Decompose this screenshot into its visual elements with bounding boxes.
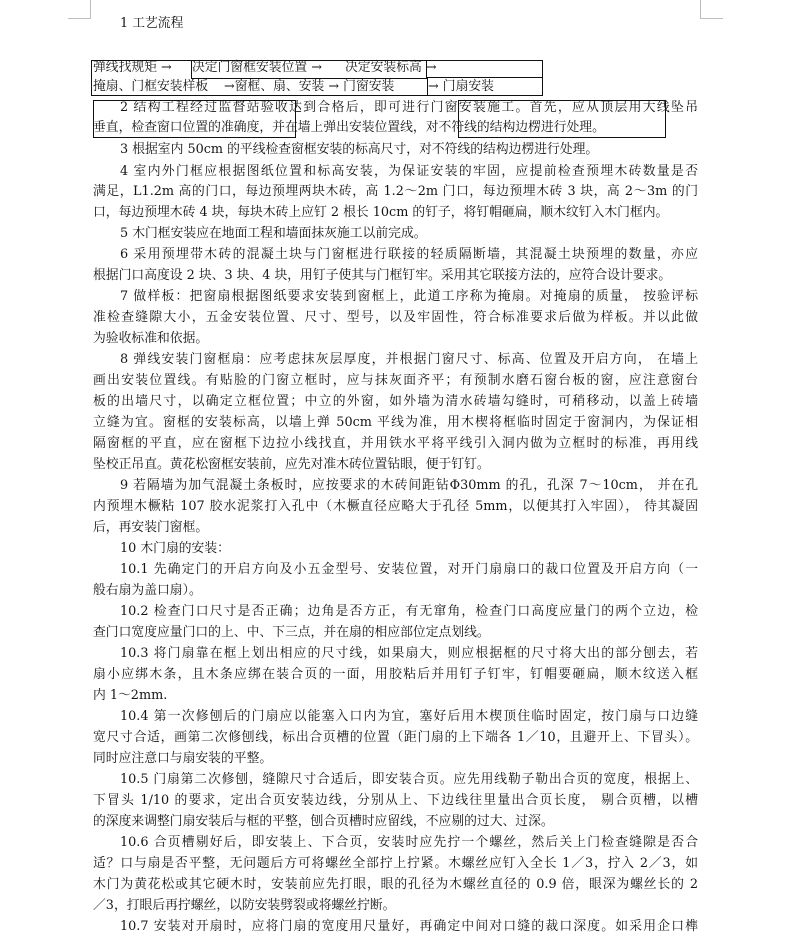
flowchart-step: →窗框、扇、安装 → 门窗安装 [224,79,395,94]
text-line: 7 做样板：把窗扇根据图纸要求安装到窗框上，此道工序称为掩扇。对掩扇的质量， 按验评标 [120,289,698,304]
flowchart-step: 弹线找规矩 → [93,60,172,75]
text-line: 10.6 合页槽剔好后，即安装上、下合页，安装时应先拧一个螺丝，然后关上门检查缝隙是否合 [120,835,698,850]
text-line: 10 木门扇的安装： [120,541,230,556]
text-line: 6 采用预埋带木砖的混凝土块与门窗框进行联接的轻质隔断墙，其混凝土块预埋的数量，亦应 [120,247,698,262]
text-line: 板的出墙尺寸，以确定立框位置；中立的外窗，如外墙为清水砖墙勾缝时，可稍移动，以盖上砖墙 [93,394,698,409]
section-title: 1 工艺流程 [120,16,184,31]
text-line: 3 根据室内 50cm 的平线检查窗框安装的标高尺寸，对不符线的结构边楞进行处理。 [120,142,599,157]
text-line: 垂直，检查窗口位置的准确度，并在墙上弹出安装位置线，对不符线的结构边楞进行处理。 [93,120,605,135]
text-line: 4 室内外门框应根据图纸位置和标高安装，为保证安装的牢固，应提前检查预埋木砖数量是否 [120,164,698,179]
text-line: 满足，L1.2m 高的门口，每边预埋两块木砖，高 1.2～2m 门口，每边预埋木砖 3 块，高 2～3m 的门 [93,184,698,199]
text-line: 10.4 第一次修刨后的门扇应以能塞入口内为宜，塞好后用木楔顶住临时固定，按门扇与口边缝 [120,709,698,724]
text-line: 2 结构工程经过监督站验收达到合格后，即可进行门窗安装施工。首先，应从顶层用大线坠吊 [120,100,698,115]
text-line: 查门口宽度应量门口的上、中、下三点，并在扇的相应部位定点划线。 [93,625,490,640]
text-line: 隔窗框的平直，应在窗框下边拉小线找直，并用铁水平将平线引入洞内做为立框时的标准，再用线 [93,436,698,451]
text-line: 内预埋木橛粘 107 胶水泥浆打入孔中（木橛直径应略大于孔径 5mm，以便其打入牢固）， 待其凝固 [93,499,698,514]
flowchart-step: 决定门窗框安装位置 → [192,60,322,75]
text-line: 准检查缝隙大小，五金安装位置、尺寸、型号，以及牢固性，符合标准要求后做为样板。并以此做 [93,310,698,325]
text-line: 10.7 安装对开扇时，应将门扇的宽度用尺量好，再确定中间对口缝的裁口深度。如采用企口榫 [120,919,698,934]
text-line: 画出安装位置线。有贴脸的门窗立框时，应与抹灰面齐平；有预制水磨石窗台板的窗，应注意窗台 [93,373,698,388]
text-line: 10.5 门扇第二次修刨，缝隙尺寸合适后，即安装合页。应先用线勒子勒出合页的宽度，根据上、 [120,772,698,787]
text-line: 般右扇为盖口扇）。 [93,583,202,598]
flowchart-step: 掩扇、门框安装样板 [93,79,209,94]
text-line: ／3，打眼后再拧螺丝，以防安装劈裂或将螺丝拧断。 [93,898,396,913]
text-line: 5 木门框安装应在地面工程和墙面抹灰施工以前完成。 [120,226,427,241]
text-line: 10.1 先确定门的开启方向及小五金型号、安装位置，对开门扇扇口的裁口位置及开启方向（一 [120,562,698,577]
text-line: 的深度来调整门扇安装后与框的平整，刨合页槽时应留线，不应剔的过大、过深。 [93,814,554,829]
text-line: 坠校正吊直。黄花松窗框安装前，应先对准木砖位置钻眼，便于钉钉。 [93,457,490,472]
crop-mark-top-left [68,0,91,19]
text-line: 10.3 将门扇靠在框上划出相应的尺寸线，如果扇大，则应根据框的尺寸将大出的部分刨去，若 [120,646,698,661]
text-line: 同时应注意口与扇安装的平整。 [93,751,273,766]
text-line: 为验收标准和依据。 [93,331,209,346]
text-line: 立缝为宜。窗框的安装标高，以墙上弹 50cm 平线为准，用木楔将框临时固定于窗洞内，为保证相 [93,415,698,430]
flowchart-step: 决定安装标高 → [345,60,437,75]
flowchart-step: → 门扇安装 [428,79,494,94]
text-line: 10.2 检查门口尺寸是否正确；边角是否方正，有无窜角，检查门口高度应量门的两个立边，检 [120,604,698,619]
text-line: 后，再安装门窗框。 [93,520,209,535]
crop-mark-top-right [700,0,723,19]
text-line: 9 若隔墙为加气混凝土条板时，应按要求的木砖间距钻Φ30mm 的孔，孔深 7～10cm， 并在孔 [120,478,698,493]
text-line: 下冒头 1/10 的要求，定出合页安装边线，分别从上、下边线往里量出合页长度， 剔合页槽，以槽 [93,793,698,808]
text-line: 根据门口高度设 2 块、3 块、4 块，用钉子使其与门框钉牢。采用其它联接方法的，应符合设计要求。 [93,268,672,283]
text-line: 内 1～2mm. [93,688,168,703]
text-line: 8 弹线安装门窗框扇：应考虑抹灰层厚度，并根据门窗尺寸、标高、位置及开启方向， 在墙上 [120,352,698,367]
text-line: 木门为黄花松或其它硬木时，安装前应先打眼，眼的孔径为木螺丝直径的 0.9 倍，眼深为螺丝长的 2 [93,877,698,892]
text-line: 适？口与扇是否平整，无问题后方可将螺丝全部拧上拧紧。木螺丝应钉入全长 1／3，拧入 2／3，如 [93,856,698,871]
text-line: 口，每边预埋木砖 4 块，每块木砖上应钉 2 根长 10cm 的钉子，将钉帽砸扁，顺木纹钉入木门框内。 [93,205,669,220]
text-line: 扇小应绑木条，且木条应绑在装合页的一面，用胶粘后并用钉子钉牢，钉帽要砸扁，顺木纹送入框 [93,667,698,682]
text-line: 宽尺寸合适，画第二次修刨线，标出合页槽的位置（距门扇的上下端各 1／10，且避开上、下冒头）。 [93,730,698,745]
